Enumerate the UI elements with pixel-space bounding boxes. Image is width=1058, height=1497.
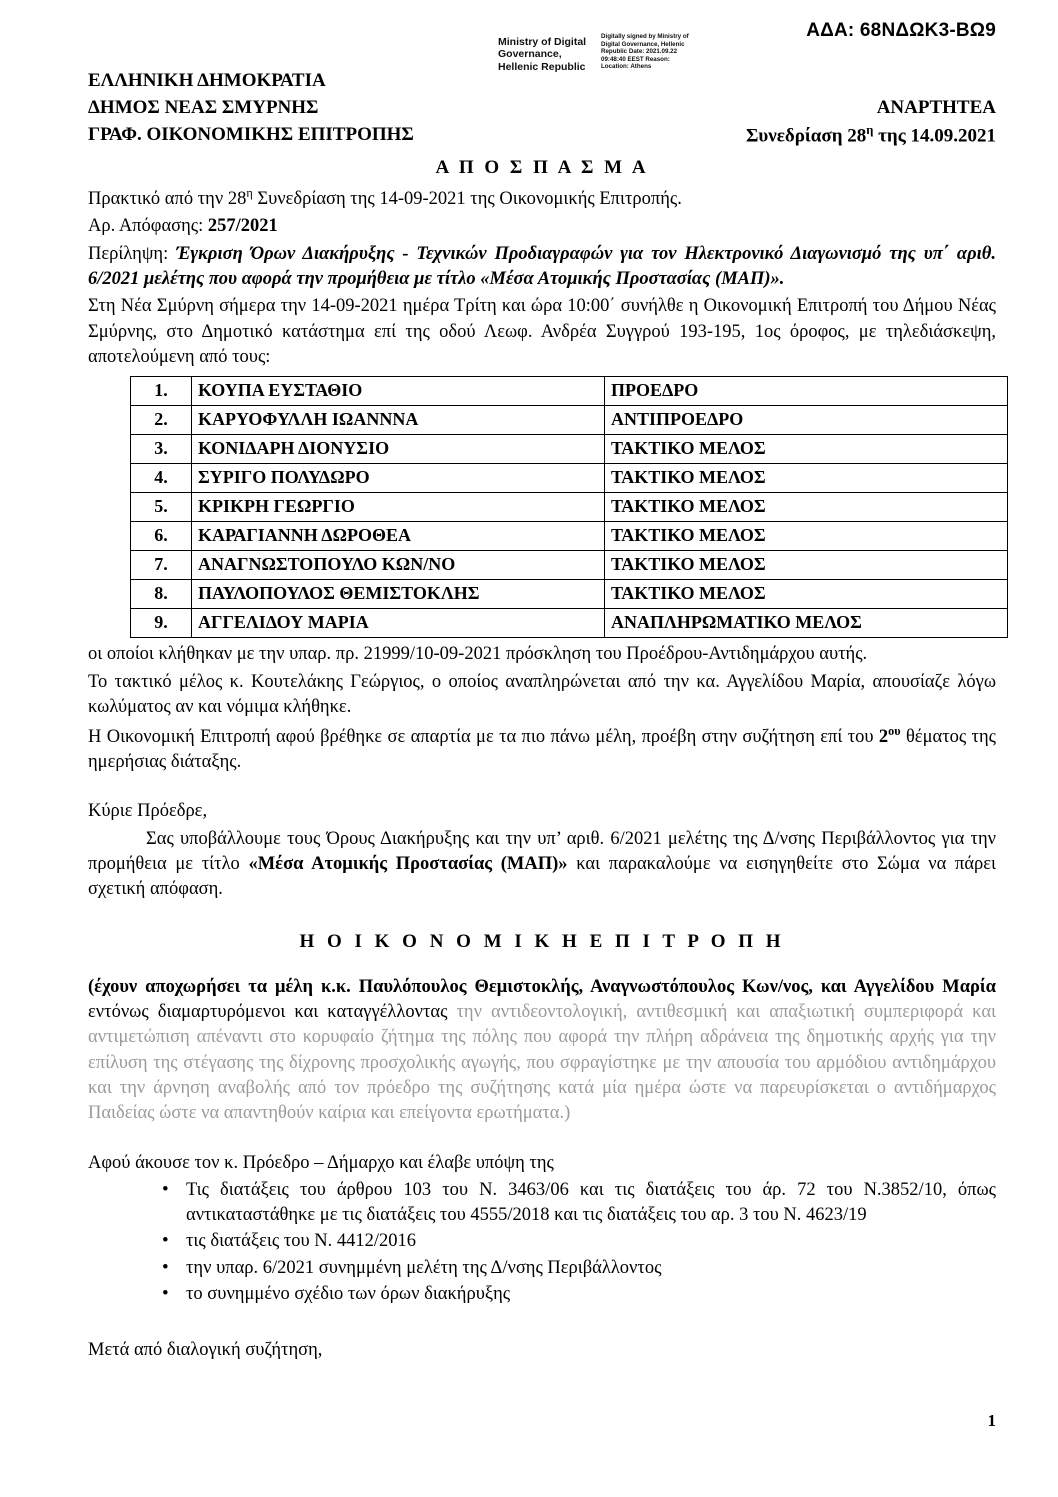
decision-number-line bbox=[88, 214, 996, 239]
list-item: • Τις διατάξεις του άρθρου 103 του Ν. 3463/06 και τις διατάξεις του άρ. 72 του Ν.3852/10, όπως αντικαταστάθηκε με τις διατάξεις του 4555/2018 και τις διατάξεις του αρ. 3 του Ν. 4623/19 bbox=[184, 1178, 996, 1228]
member-name: ΑΓΓΕΛΙΔΟΥ ΜΑΡΙΑ bbox=[192, 609, 605, 638]
summary-label: Περίληψη: bbox=[88, 243, 177, 264]
header-publication-status: ΑΝΑΡΤΗΤΕΑ bbox=[876, 97, 996, 118]
table-row bbox=[131, 551, 1008, 580]
withdrawal-black-text: εντόνως διαμαρτυρόμενοι και καταγγέλλοντας bbox=[88, 1002, 457, 1023]
member-name: ΚΡΙΚΡΗ ΓΕΩΡΓΙΟ bbox=[192, 493, 605, 522]
agenda-item-number: 2 bbox=[878, 726, 889, 747]
committee-heading: Η Ο Ι Κ Ο Ν Ο Μ Ι Κ Η Ε Π Ι Τ Ρ Ο Π Η bbox=[299, 930, 785, 952]
withdrawal-grey-text: την αντιδεοντολογική, αντιθεσμική και απαξιωτική συμπεριφορά και αντιμετώπιση απέναντι στο κορυφαίο ζήτημα της πόλης που αφορά την πλήρη αδράνεια της δημοτικής αρχής για την επίλυση της στέγασης της δίχρονης προσχολικής αγωγής, που σφραγίστηκε με την απουσία του αρμόδιου αντιδημάρχου και την άρνηση αναβολής από τον πρόεδρο της συζήτησης κατά μία ημέρα ώστε να παρευρίσκεται ο αντιδήμαρχος Παιδείας ώστε να απαντηθούν καίρια και επείγοντα ερωτήματα.) bbox=[88, 1002, 996, 1124]
member-role: ΤΑΚΤΙΚΟ ΜΕΛΟΣ bbox=[605, 464, 1008, 493]
session-ordinal-sup: η bbox=[866, 122, 874, 137]
member-role: ΠΡΟΕΔΡΟ bbox=[605, 377, 1008, 406]
member-name: ΠΑΥΛΟΠΟΥΛΟΣ ΘΕΜΙΣΤΟΚΛΗΣ bbox=[192, 580, 605, 609]
minutes-ordinal-sup: η bbox=[246, 185, 253, 200]
member-name: ΣΥΡΙΓΟ ΠΟΛΥΔΩΡΟ bbox=[192, 464, 605, 493]
member-index: 9. bbox=[131, 609, 192, 638]
considerations-list bbox=[88, 1178, 996, 1307]
stamp-signature-details: Digitally signed by Ministry of Digital Governance, Hellenic Republic Date: 2021.09.22 09:48:40 EEST Reason: Location: Athens bbox=[601, 33, 689, 71]
minutes-prefix: Πρακτικό από την 28 bbox=[88, 189, 247, 210]
table-row bbox=[131, 377, 1008, 406]
member-name: ΚΑΡΥΟΦΥΛΛΗ ΙΩΑΝΝΝΑ bbox=[192, 406, 605, 435]
proposal-text-b: και παρακαλούμε να εισηγηθείτε στο Σώμα να πάρει σχετική απόφαση. bbox=[88, 854, 996, 900]
member-role: ΤΑΚΤΙΚΟ ΜΕΛΟΣ bbox=[605, 580, 1008, 609]
member-role: ΤΑΚΤΙΚΟ ΜΕΛΟΣ bbox=[605, 493, 1008, 522]
header-office: ΓΡΑΦ. ΟΙΚΟΝΟΜΙΚΗΣ ΕΠΙΤΡΟΠΗΣ bbox=[88, 123, 414, 145]
header-municipality: ΔΗΜΟΣ ΝΕΑΣ ΣΜΥΡΝΗΣ bbox=[88, 96, 319, 118]
greeting-line: Κύριε Πρόεδρε, bbox=[88, 801, 208, 822]
member-index: 8. bbox=[131, 580, 192, 609]
member-name: ΑΝΑΓΝΩΣΤΟΠΟΥΛΟ ΚΩΝ/ΝΟ bbox=[192, 551, 605, 580]
decision-number-value: 257/2021 bbox=[207, 216, 278, 237]
list-item: • τις διατάξεις του Ν. 4412/2016 bbox=[184, 1229, 996, 1254]
member-role: ΤΑΚΤΙΚΟ ΜΕΛΟΣ bbox=[605, 551, 1008, 580]
member-name: ΚΟΝΙΔΑΡΗ ΔΙΟΝΥΣΙΟ bbox=[192, 435, 605, 464]
table-row bbox=[131, 609, 1008, 638]
member-index: 4. bbox=[131, 464, 192, 493]
document-header bbox=[88, 68, 996, 149]
invitation-note: οι οποίοι κλήθηκαν με την υπαρ. πρ. 21999/10-09-2021 πρόσκληση του Προέδρου-Αντιδημάρχου αυτής. bbox=[88, 644, 868, 665]
absence-note: Το τακτικό μέλος κ. Κουτελάκης Γεώργιος, ο οποίος αναπληρώνεται από την κα. Αγγελίδου Μαρία, απουσίαζε λόγω κωλύματος αν και νόμιμα κλήθηκε. bbox=[88, 671, 996, 718]
header-right-block bbox=[746, 95, 996, 150]
member-index: 7. bbox=[131, 551, 192, 580]
header-session-info bbox=[746, 122, 996, 150]
ada-code: ΑΔΑ: 68ΝΔΩΚ3-ΒΩ9 bbox=[806, 20, 996, 41]
withdrawal-bold-text: (έχουν αποχωρήσει τα μέλη κ.κ. Παυλόπουλος Θεμιστοκλής, Αναγνωστόπουλος Κων/νος, και Αγγελίδου Μαρία bbox=[88, 976, 996, 997]
session-prefix: Συνεδρίαση 28 bbox=[746, 125, 867, 147]
minutes-line bbox=[88, 185, 996, 213]
proposal-title: «Μέσα Ατομικής Προστασίας (ΜΑΠ)» bbox=[248, 854, 568, 875]
member-index: 5. bbox=[131, 493, 192, 522]
member-name: ΚΟΥΠΑ ΕΥΣΤΑΘΙΟ bbox=[192, 377, 605, 406]
summary-line bbox=[88, 242, 996, 293]
withdrawal-paragraph bbox=[88, 975, 996, 1127]
member-index: 2. bbox=[131, 406, 192, 435]
session-date: της 14.09.2021 bbox=[873, 125, 996, 147]
quorum-note bbox=[88, 723, 996, 776]
table-row bbox=[131, 406, 1008, 435]
table-row bbox=[131, 435, 1008, 464]
member-role: ΤΑΚΤΙΚΟ ΜΕΛΟΣ bbox=[605, 522, 1008, 551]
member-index: 3. bbox=[131, 435, 192, 464]
list-item: • το συνημμένο σχέδιο των όρων διακήρυξης bbox=[184, 1282, 996, 1307]
quorum-text-a: Η Οικονομική Επιτροπή αφού βρέθηκε σε απαρτία με τα πιο πάνω μέλη, προέβη στην συζήτηση επί του bbox=[88, 726, 879, 747]
closing-line: Μετά από διαλογική συζήτηση, bbox=[88, 1339, 323, 1360]
table-row bbox=[131, 522, 1008, 551]
meeting-description: Στη Νέα Σμύρνη σήμερα την 14-09-2021 ημέρα Τρίτη και ώρα 10:00΄ συνήλθε η Οικονομική Επιτροπή του Δήμου Νέας Σμύρνης, στο Δημοτικό κατάστημα επί της οδού Λεωφ. Ανδρέα Συγγρού 193-195, 1ος όροφος, με τηλεδιάσκεψη, αποτελούμενη από τους: bbox=[88, 296, 996, 368]
quorum-text-c: θέματος της ημερήσιας διάταξης. bbox=[88, 726, 996, 772]
header-country: ΕΛΛΗΝΙΚΗ ΔΗΜΟΚΡΑΤΙΑ bbox=[88, 70, 326, 91]
minutes-suffix: Συνεδρίαση της 14-09-2021 της Οικονομικής Επιτροπής. bbox=[252, 189, 682, 210]
members-table-body bbox=[131, 377, 1008, 638]
proposal-paragraph bbox=[88, 827, 996, 903]
table-row bbox=[131, 493, 1008, 522]
stamp-authority-text: Ministry of Digital Governance, Hellenic Republic bbox=[498, 36, 587, 73]
page-number: 1 bbox=[987, 1411, 996, 1430]
proposal-text-a: Σας υποβάλλουμε τους Όρους Διακήρυξης και την υπ’ αριθ. 6/2021 μελέτης της Δ/νσης Περιβάλλοντος για την προμήθεια με τίτλο bbox=[88, 828, 996, 875]
table-row bbox=[131, 464, 1008, 493]
considerations-lead: Αφού άκουσε τον κ. Πρόεδρο – Δήμαρχο και έλαβε υπόψη της bbox=[88, 1152, 554, 1173]
list-item: • την υπαρ. 6/2021 συνημμένη μελέτη της Δ/νσης Περιβάλλοντος bbox=[184, 1256, 996, 1281]
member-index: 6. bbox=[131, 522, 192, 551]
members-table bbox=[130, 376, 1008, 638]
member-role: ΑΝΑΠΛΗΡΩΜΑΤΙΚΟ ΜΕΛΟΣ bbox=[605, 609, 1008, 638]
member-index: 1. bbox=[131, 377, 192, 406]
decision-number-label: Αρ. Απόφασης: bbox=[88, 216, 208, 237]
document-title: Α Π Ο Σ Π Α Σ Μ Α bbox=[435, 156, 649, 178]
agenda-item-sup: ου bbox=[888, 723, 901, 738]
member-name: ΚΑΡΑΓΙΑΝΝΗ ΔΩΡΟΘΕΑ bbox=[192, 522, 605, 551]
summary-text: Έγκριση Όρων Διακήρυξης - Τεχνικών Προδιαγραφών για τον Ηλεκτρονικό Διαγωνισμό της υπ΄ αριθ. 6/2021 μελέτης που αφορά την προμήθεια με τίτλο «Μέσα Ατομικής Προστασίας (ΜΑΠ)». bbox=[88, 243, 997, 290]
table-row bbox=[131, 580, 1008, 609]
member-role: ΤΑΚΤΙΚΟ ΜΕΛΟΣ bbox=[605, 435, 1008, 464]
member-role: ΑΝΤΙΠΡΟΕΔΡΟ bbox=[605, 406, 1008, 435]
